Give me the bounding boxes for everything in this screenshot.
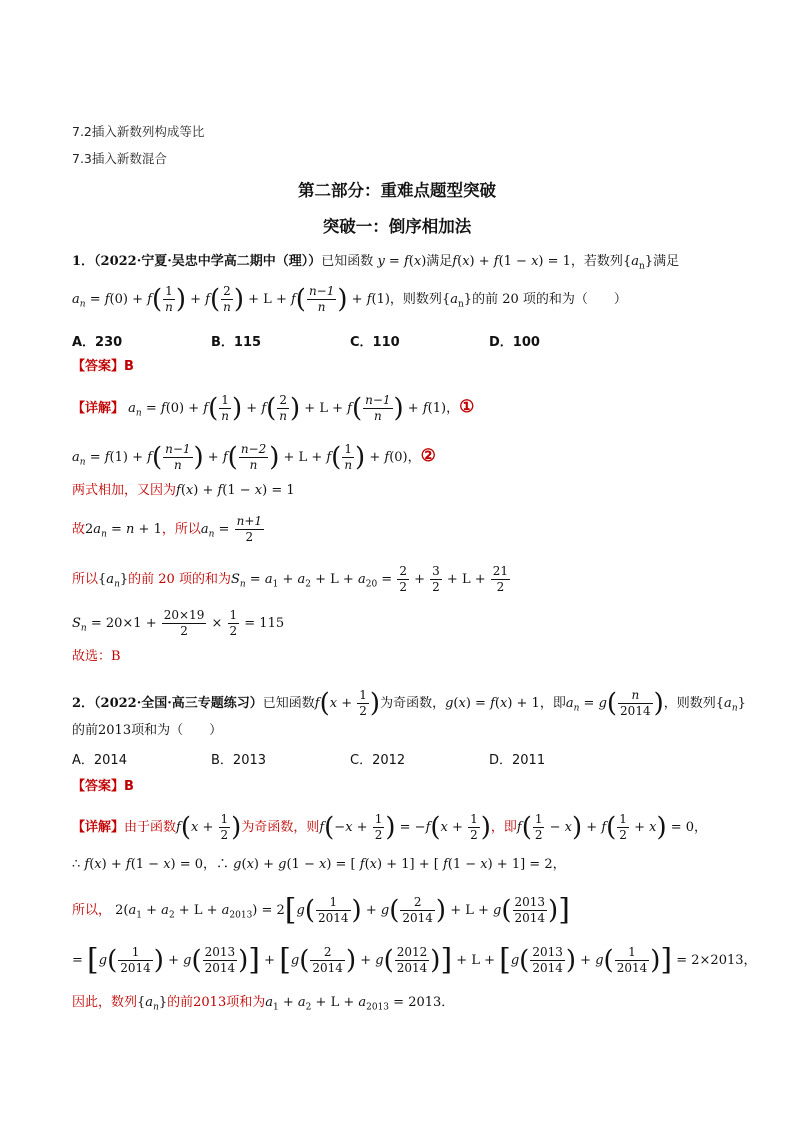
question-1-formula: $a_n = f(0) + f$( $\frac{1}{n}$ ) + f( $\frac{2}{n}$ ) + L + f( $\frac{n-1}{n}$ ) + f(1)，则数列$\{a_n\}$的前 20 项的和为（ ）	[72, 284, 627, 315]
q2-detail-line4: = [g( $\frac{1}{2014}$ ) + g( $\frac{2013}{2014}$ )] + [g( $\frac{2}{2014}$ ) + g( $\frac{2012}{2014}$ )] + L + [g( $\frac{2013}{2014}$ ) + g( $\frac{1}{2014}$ )] = 2×2013，	[72, 942, 757, 978]
toc-item: 7.2插入新数列构成等比	[72, 124, 205, 139]
question-2-stem-cont: 的前2013项和为（ ）	[72, 723, 223, 738]
q1-detail-line3: 两式相加，又因为f(x) + f(1 − x) = 1	[72, 483, 295, 498]
option-c: C．2012	[350, 753, 406, 768]
q1-conclusion: 故选：B	[72, 649, 121, 664]
q1-detail-line2: $a_n = f(1) + f$( $\frac{n-1}{n}$ ) + f( $\frac{n-2}{n}$ ) + L + f( $\frac{1}{n}$ ) + f(0)，②	[72, 442, 436, 473]
option-b: B．2013	[211, 753, 267, 768]
answer-tag: 【答案】B	[72, 359, 134, 374]
answer-tag: 【答案】B	[72, 779, 134, 794]
q1-detail-line1: 【详解】 $a_n = f(0) + f$( $\frac{1}{n}$ ) + f( $\frac{2}{n}$ ) + L + f( $\frac{n-1}{n}$ ) + f(1)，①	[72, 393, 475, 424]
q2-detail-line2: ∴ f(x) + f(1 − x) = 0，∴ g(x) + g(1 − x) = [ f(x) + 1] + [ f(1 − x) + 1] = 2，	[72, 857, 566, 872]
option-d: D．2011	[489, 753, 546, 768]
q1-detail-line6: $S_n = 20\times 1$ + $\frac{20\times 19}{2}$ × $\frac{1}{2}$ = 115	[72, 608, 285, 638]
option-a: A．230	[72, 335, 123, 350]
circle-marker: ②	[420, 446, 436, 466]
part-heading: 第二部分：重难点题型突破	[298, 181, 496, 200]
option-c: C．110	[350, 335, 400, 350]
q2-detail-line5: 因此，数列$\{a_n\}$的前2013项和为$a_1 + a_2 + L + a_{2013} = 2013$．	[72, 995, 455, 1013]
option-b: B．115	[211, 335, 262, 350]
section-heading: 突破一：倒序相加法	[322, 217, 472, 236]
q1-detail-line4: 故$2a_n = n + 1$，所以$a_n$ = $\frac{n+1}{2}$	[72, 514, 263, 544]
q2-detail-line1: 【详解】由于函数f(x + $\frac{1}{2}$ )为奇函数，则f(−x + $\frac{1}{2}$ ) = −f(x + $\frac{1}{2}$ )，即f( $\frac{1}{2}$ − x) + f( $\frac{1}{2}$ + x) = 0，	[72, 812, 708, 843]
circle-marker: ①	[459, 397, 475, 417]
question-1-stem: 1．（2022·宁夏·吴忠中学高二期中（理））已知函数 y = f(x)满足f(x) + f(1 − x) = 1，若数列$\{a_n\}$满足	[72, 254, 680, 272]
q1-detail-line5: 所以$\{a_n\}$的前 20 项的和为$S_n = a_1 + a_2 + L + a_{20}$ = $\frac{2}{2}$ + $\frac{3}{2}$ + L + $\frac{21}{2}$	[72, 564, 509, 594]
toc-item: 7.3插入新数混合	[72, 151, 167, 166]
question-2-stem: 2．（2022·全国·高三专题练习）已知函数f(x + $\frac{1}{2}$ )为奇函数，g(x) = f(x) + 1，即$a_n = g$( $\frac{n}{2014}$ )，则数列$\{a_n\}$	[72, 688, 746, 719]
q2-detail-line3: 所以， $2(a_1 + a_2 + L + a_{2013}) = 2[g$( $\frac{1}{2014}$ ) + g( $\frac{2}{2014}$ ) + L + g( $\frac{2013}{2014}$ )]	[72, 892, 570, 928]
option-d: D．100	[489, 335, 540, 350]
option-a: A．2014	[72, 753, 127, 768]
